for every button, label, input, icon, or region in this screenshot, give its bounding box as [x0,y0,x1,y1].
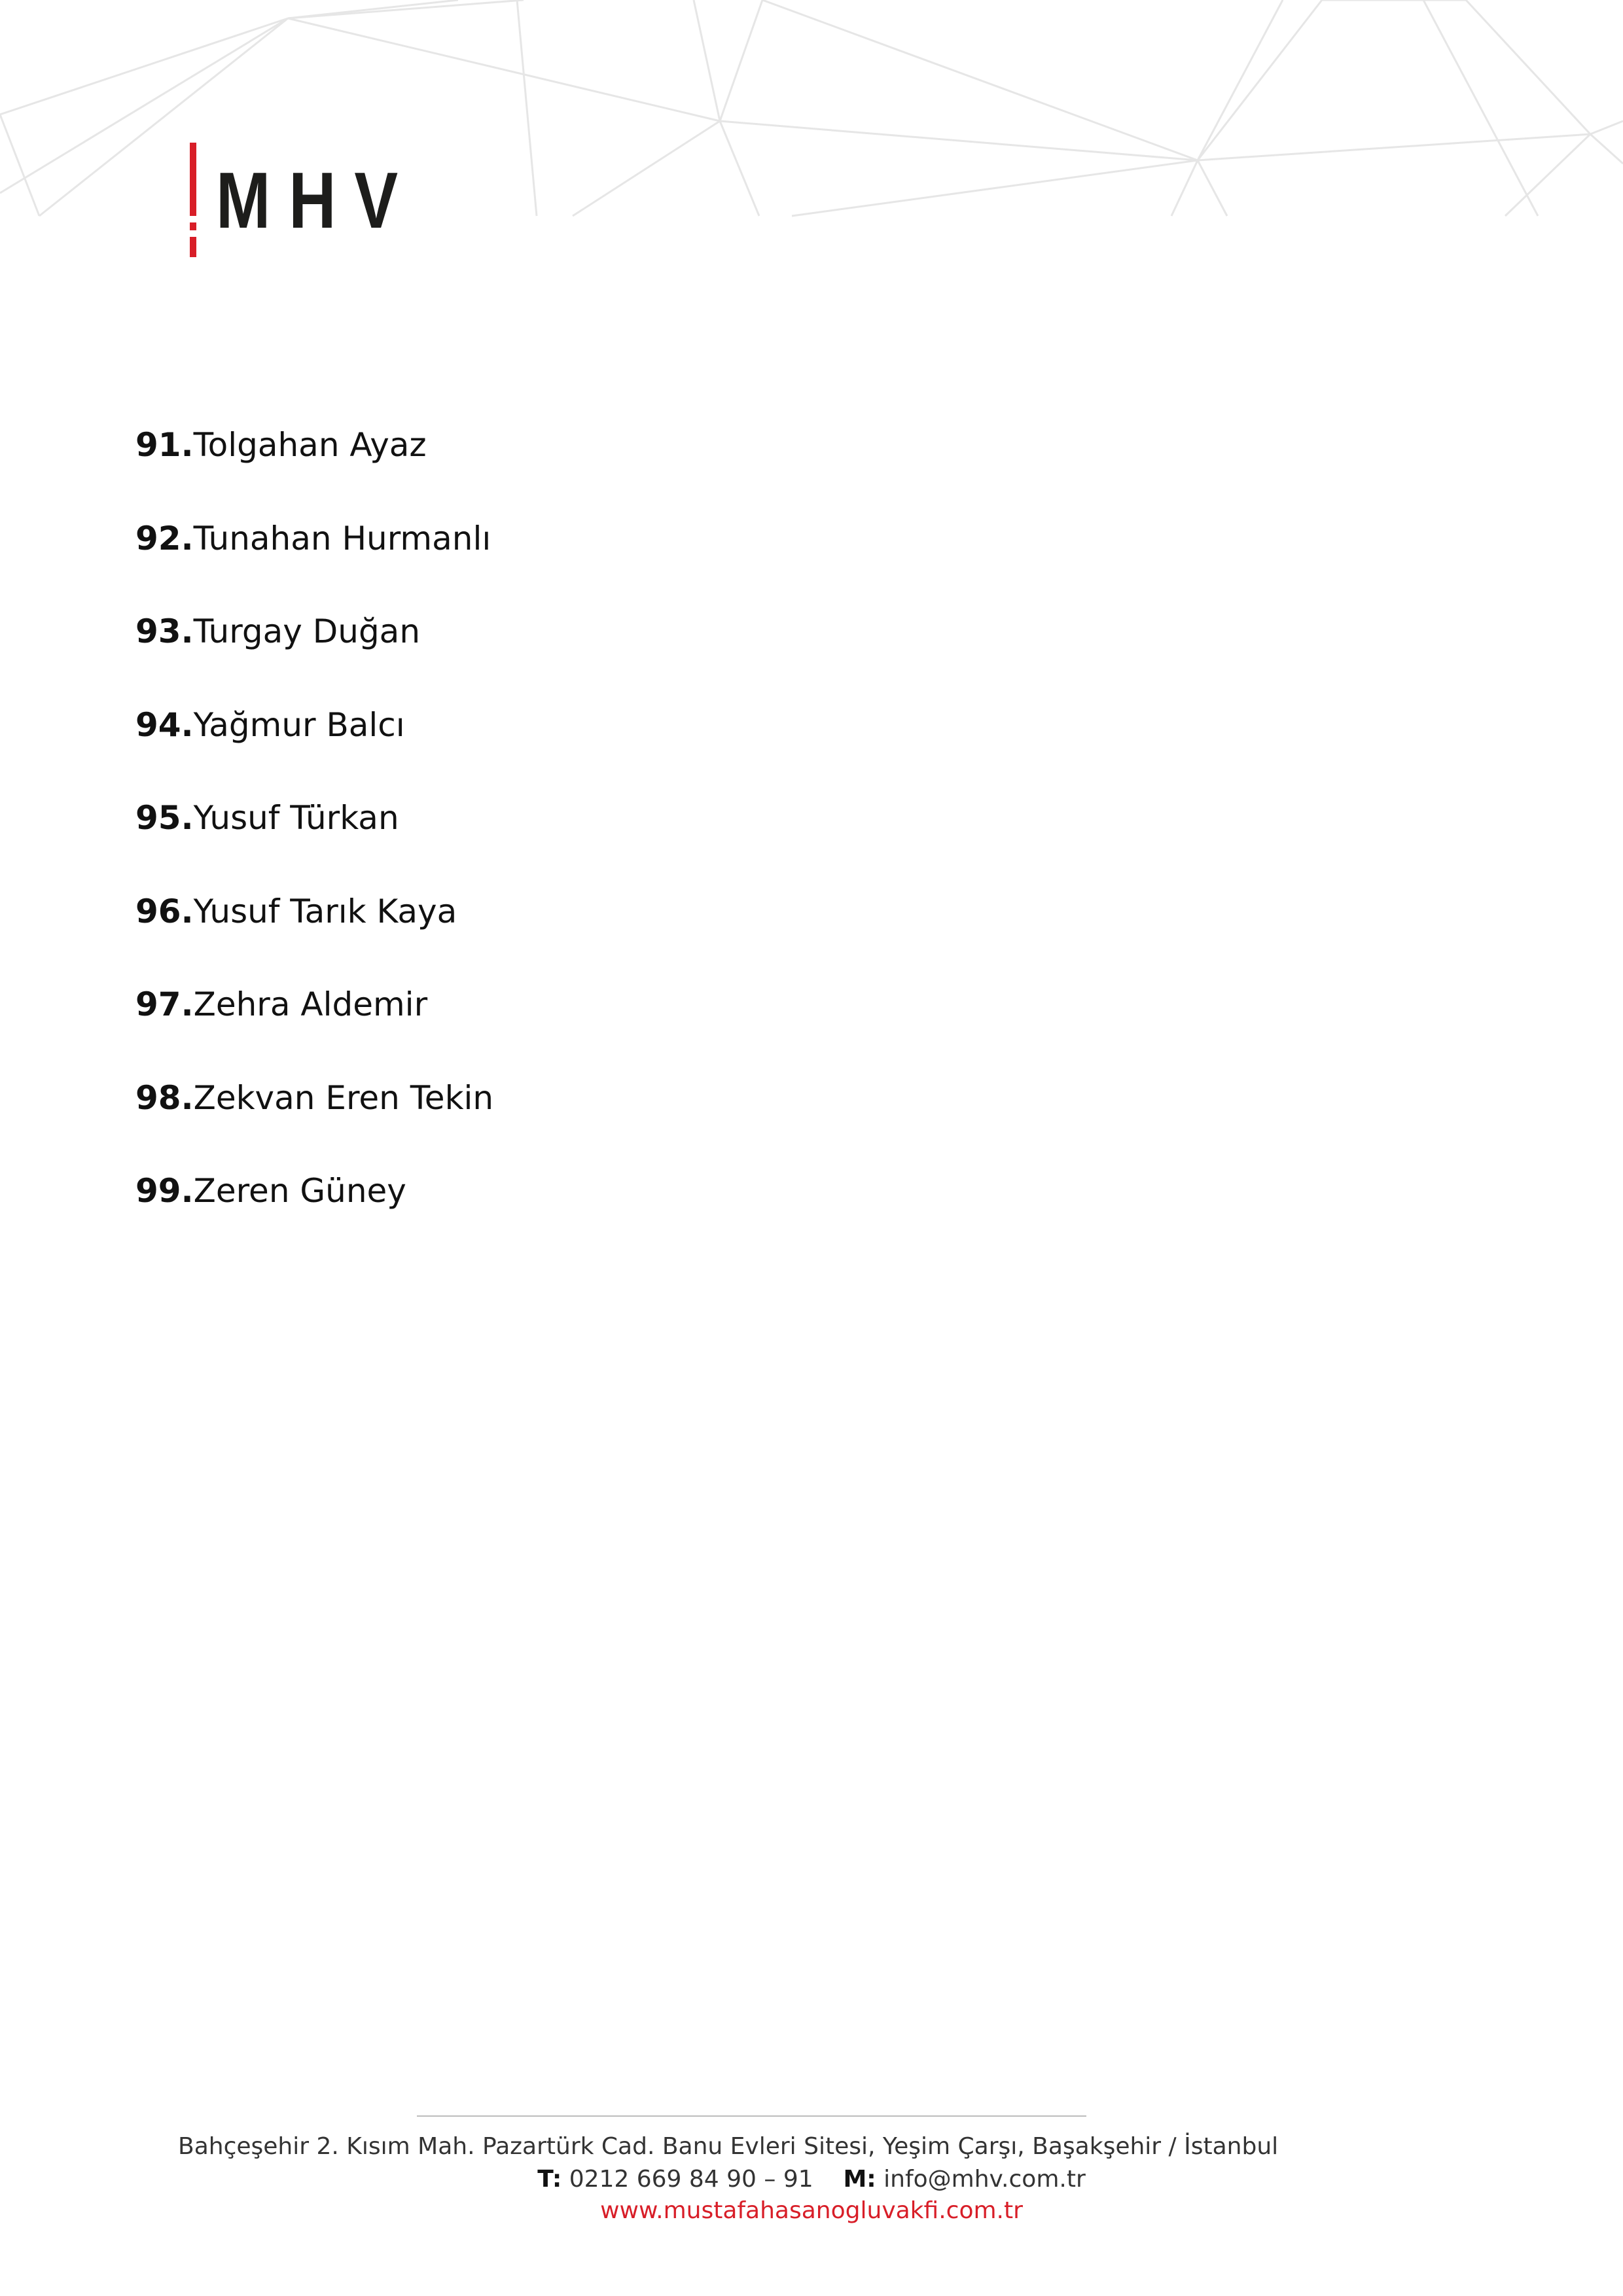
item-name: Yağmur Balcı [193,705,405,744]
mail-label: M: [843,2166,876,2193]
item-name: Zehra Aldemir [193,985,428,1023]
item-number: 92. [135,519,194,557]
item-name: Tolgahan Ayaz [193,426,427,464]
item-name: Zekvan Eren Tekin [193,1078,494,1117]
list-item [135,419,493,512]
item-number: 95. [135,799,194,837]
item-number: 97. [135,985,194,1023]
footer-contact [0,2166,1623,2193]
footer-website[interactable]: www.mustafahasanogluvakfi.com.tr [600,2197,1023,2224]
logo-red-bar [190,143,196,257]
list-item [135,1165,493,1258]
name-list [135,419,493,1258]
item-name: Tunahan Hurmanlı [193,519,491,557]
list-item [135,885,493,979]
phone-label: T: [537,2166,562,2193]
item-number: 91. [135,426,194,464]
item-number: 93. [135,612,194,650]
item-name: Yusuf Türkan [193,799,399,837]
item-number: 96. [135,892,194,930]
item-number: 94. [135,705,194,744]
list-item [135,1072,493,1165]
mail-address[interactable]: info@mhv.com.tr [883,2166,1086,2193]
list-item [135,978,493,1072]
footer-address: Bahçeşehir 2. Kısım Mah. Pazartürk Cad. Banu Evleri Sitesi, Yeşim Çarşı, Başakşehir / İstanbul [178,2133,1279,2160]
mhv-logo [190,143,460,257]
item-name: Zeren Güney [193,1172,406,1210]
list-item [135,512,493,606]
item-number: 99. [135,1172,194,1210]
item-name: Yusuf Tarık Kaya [193,892,457,930]
logo-text: MHV [216,155,416,245]
list-item [135,605,493,699]
item-name: Turgay Duğan [193,612,421,650]
list-item [135,699,493,792]
phone-number: 0212 669 84 90 – 91 [569,2166,813,2193]
footer-divider [417,2115,1086,2117]
list-item [135,792,493,885]
item-number: 98. [135,1078,194,1117]
